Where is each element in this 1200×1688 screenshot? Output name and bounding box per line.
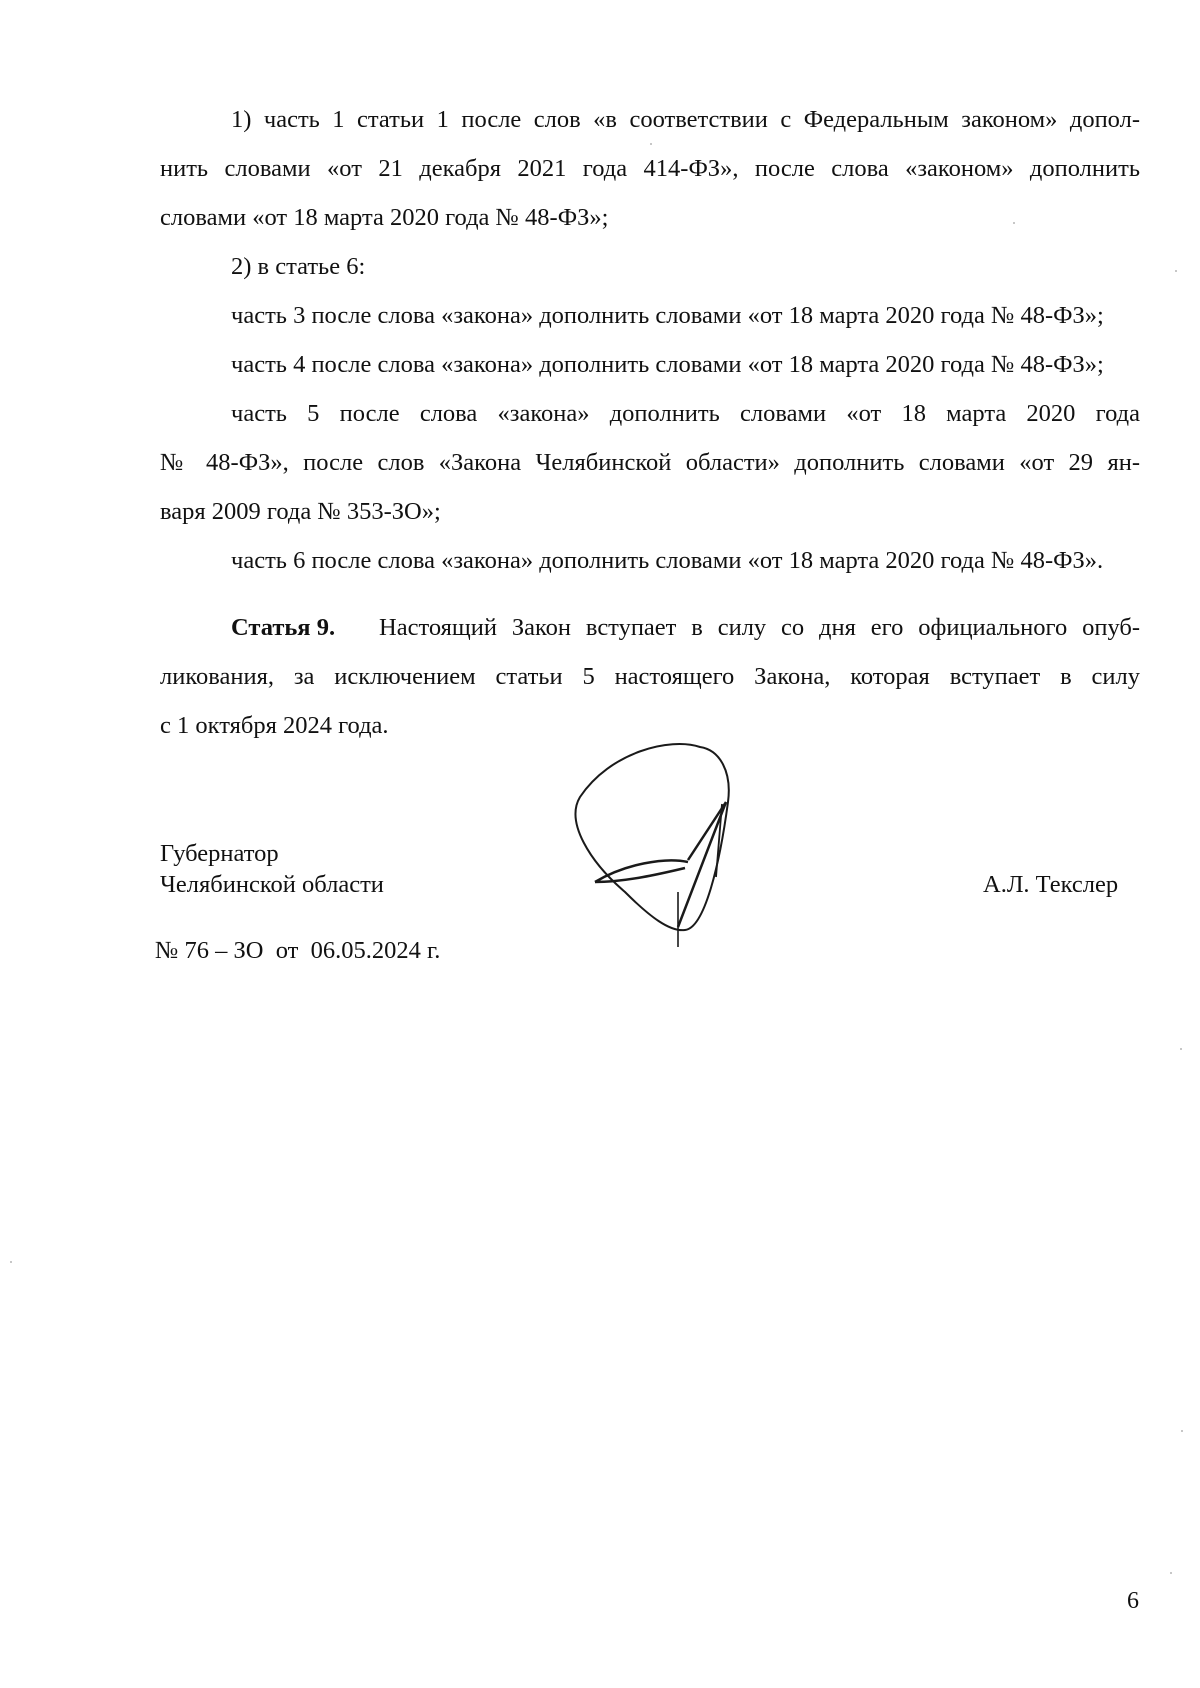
scan-speck [1170, 1572, 1172, 1574]
governor-title-line-1: Губернатор [160, 840, 279, 867]
scan-speck [1181, 1430, 1183, 1432]
article-9-label: Статья 9. [231, 614, 336, 641]
item1-line-1: 1) часть 1 статьи 1 после слов «в соответствии с Федеральным законом» допол- [231, 106, 1140, 133]
part5-line-1: часть 5 после слова «закона» дополнить словами «от 18 марта 2020 года [231, 400, 1140, 427]
part4-text: часть 4 после слова «закона» дополнить словами «от 18 марта 2020 года № 48-ФЗ»; [231, 351, 1104, 378]
item2-intro: 2) в статье 6: [231, 253, 366, 280]
article-9-line-3: с 1 октября 2024 года. [160, 712, 389, 739]
scan-speck [1175, 270, 1177, 272]
article-9-line-1 [160, 603, 1140, 652]
item1-line-3: словами «от 18 марта 2020 года № 48-ФЗ»; [160, 204, 609, 231]
article-9-line-2: ликования, за исключением статьи 5 настоящего Закона, которая вступает в силу [160, 663, 1140, 690]
page-number: 6 [1127, 1588, 1139, 1614]
scan-speck [10, 1261, 12, 1263]
article-9-text-1: Настоящий Закон вступает в силу со дня его официального опуб- [379, 614, 1140, 641]
scan-speck [1180, 1048, 1182, 1050]
handwritten-signature [570, 742, 770, 952]
scan-speck [650, 143, 652, 145]
registration-number: № 76 – ЗО от 06.05.2024 г. [155, 937, 441, 964]
part5-line-2: № 48-ФЗ», после слов «Закона Челябинской области» дополнить словами «от 29 ян- [160, 449, 1140, 476]
governor-title-line-2: Челябинской области [160, 871, 384, 898]
amendments-block [160, 95, 1140, 585]
article-9-block [160, 603, 1140, 750]
part6-text: часть 6 после слова «закона» дополнить словами «от 18 марта 2020 года № 48-ФЗ». [231, 547, 1104, 574]
part5-line-3: варя 2009 года № 353-ЗО»; [160, 498, 441, 525]
governor-title [160, 838, 384, 900]
part3-text: часть 3 после слова «закона» дополнить словами «от 18 марта 2020 года № 48-ФЗ»; [231, 302, 1104, 329]
governor-name: А.Л. Текслер [983, 871, 1119, 898]
item1-line-2: нить словами «от 21 декабря 2021 года 414-ФЗ», после слова «законом» дополнить [160, 155, 1140, 182]
scan-speck [1013, 222, 1015, 224]
